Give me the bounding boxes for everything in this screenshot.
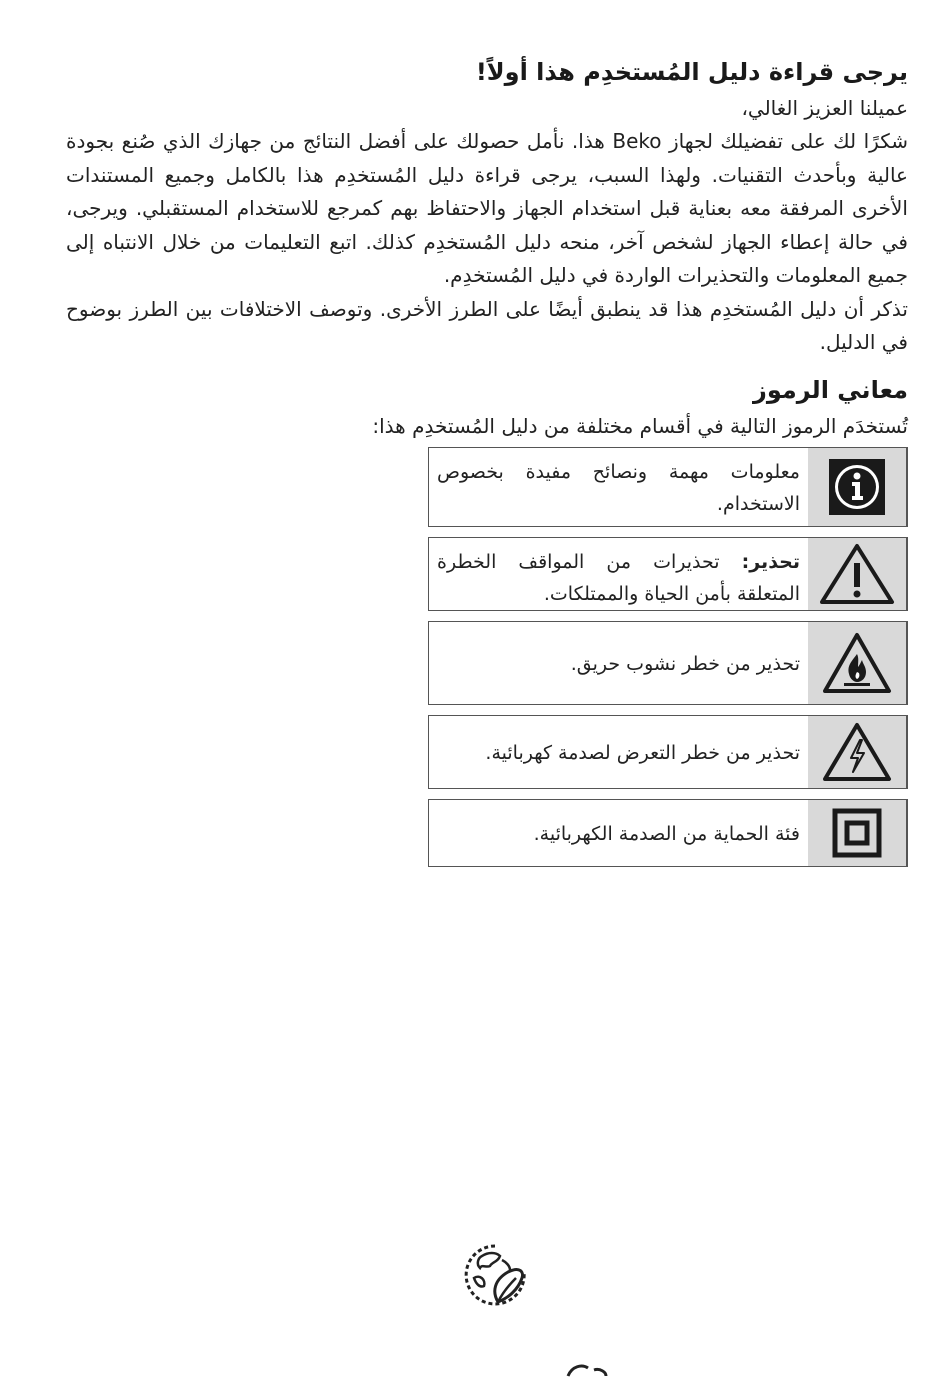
symbol-text-info: معلومات مهمة ونصائح مفيدة بخصوص الاستخدام. xyxy=(437,461,800,515)
intro-paragraph: شكرًا لك على تفضيلك لجهاز Beko هذا. نأمل حصولك على أفضل النتائج من جهازك الذي صُنع بجودة عالية وبأحدث التقنيات. ولهذا السبب، يرجى قراءة دليل المُستخدِم هذا بالكامل وجميع المستندات الأخرى المرفقة معه بعناية قبل استخدام الجهاز والاحتفاظ بهم كمرجع للاستخدام المستقبلي. ويرجى، في حالة إعطاء الجهاز لشخص آخر، منحه دليل المُستخدِم كذلك. اتبع التعليمات من خلال الانتباه إلى جميع المعلومات والتحذيرات الواردة في دليل المُستخدِم. xyxy=(66,129,908,287)
greeting: عميلنا العزيز الغالي، xyxy=(741,96,908,120)
double-insulation-icon xyxy=(808,800,907,866)
symbol-row-warning xyxy=(428,537,908,611)
electric-shock-icon xyxy=(808,716,907,788)
eco-globe-leaf-icon xyxy=(462,1242,528,1308)
fire-warning-icon xyxy=(808,622,907,704)
symbol-text-warning xyxy=(429,538,808,610)
symbol-row-protection-class xyxy=(428,799,908,867)
info-icon xyxy=(808,448,907,526)
symbol-text-protection-class: فئة الحماية من الصدمة الكهربائية. xyxy=(533,823,800,845)
page-bottom-mark xyxy=(560,1360,610,1377)
symbols-heading: معاني الرموز xyxy=(753,375,908,404)
warning-text: تحذيرات من المواقف الخطرة المتعلقة بأمن الحياة والممتلكات. xyxy=(437,551,800,605)
symbol-row-info xyxy=(428,447,908,527)
warning-label: تحذير: xyxy=(741,551,800,573)
manual-page xyxy=(66,52,908,877)
symbol-text-fire: تحذير من خطر نشوب حريق. xyxy=(570,653,800,675)
warning-triangle-icon xyxy=(808,538,907,610)
symbol-text-electric: تحذير من خطر التعرض لصدمة كهربائية. xyxy=(485,742,800,764)
models-paragraph: تذكر أن دليل المُستخدِم هذا قد ينطبق أيضًا على الطرز الأخرى. وتوصف الاختلافات بين الطرز بوضوح في الدليل. xyxy=(66,296,908,354)
symbol-row-fire xyxy=(428,621,908,705)
symbol-row-electric xyxy=(428,715,908,789)
symbols-table xyxy=(428,447,908,867)
page-title: يرجى قراءة دليل المُستخدِم هذا أولاً! xyxy=(475,58,908,86)
symbols-intro: تُستخدَم الرموز التالية في أقسام مختلفة من دليل المُستخدِم هذا: xyxy=(372,413,908,438)
